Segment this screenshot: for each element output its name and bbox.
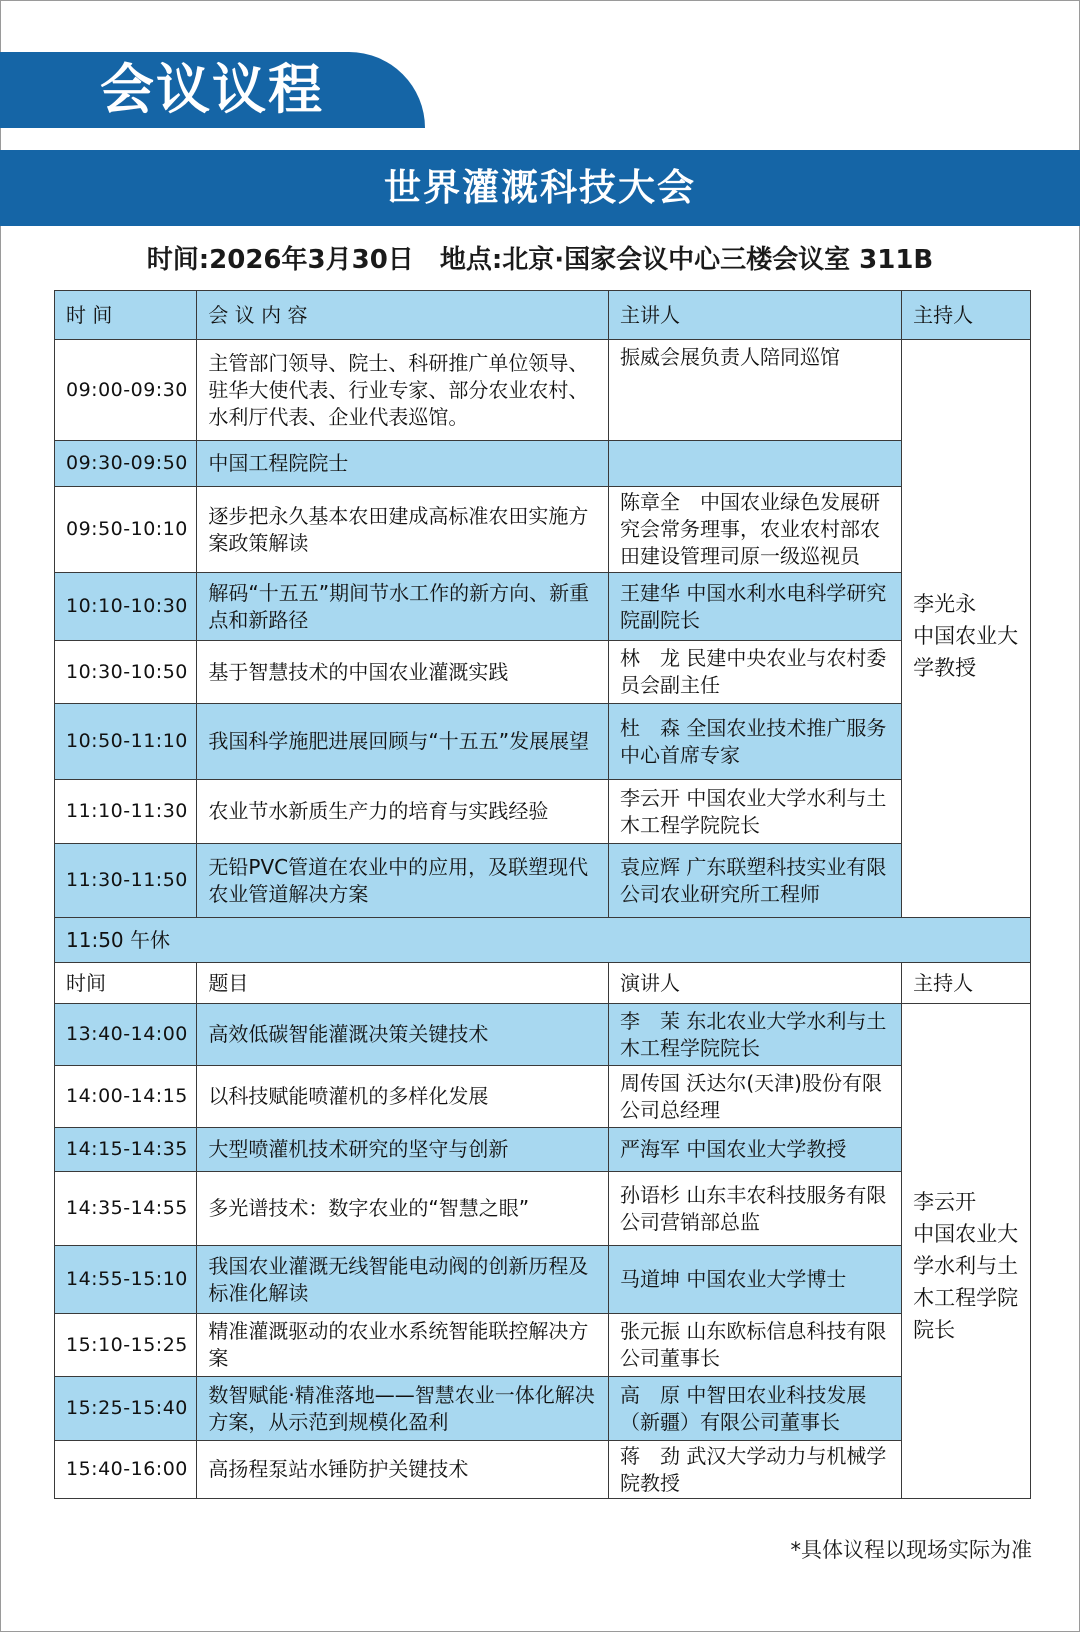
afternoon-host-name: 李云开 <box>913 1190 977 1214</box>
session-topic: 农业节水新质生产力的培育与实践经验 <box>197 780 609 844</box>
morning-host-cell <box>902 340 1031 918</box>
session-speaker: 高 原 中智田农业科技发展（新疆）有限公司董事长 <box>608 1377 901 1441</box>
session-time: 15:40-16:00 <box>55 1441 197 1499</box>
morning-host-name: 李光永 <box>913 591 977 616</box>
session-speaker: 蒋 劲 武汉大学动力与机械学院教授 <box>608 1441 901 1499</box>
session-speaker: 袁应辉 广东联塑科技实业有限公司农业研究所工程师 <box>608 844 901 918</box>
table-row <box>55 1246 1031 1314</box>
session-speaker: 杜 森 全国农业技术推广服务中心首席专家 <box>608 704 901 780</box>
agenda-table <box>54 290 1031 1499</box>
session-time: 13:40-14:00 <box>55 1004 197 1066</box>
session-speaker: 周传国 沃达尔(天津)股份有限公司总经理 <box>608 1066 901 1128</box>
lunch-break-row <box>55 918 1031 963</box>
afternoon-host-cell <box>902 1004 1031 1499</box>
agenda-header-tab <box>0 52 425 128</box>
table-row <box>55 1314 1031 1377</box>
session-speaker: 张元振 山东欧标信息科技有限公司董事长 <box>608 1314 901 1377</box>
session-time: 10:30-10:50 <box>55 641 197 704</box>
session-topic: 大型喷灌机技术研究的坚守与创新 <box>197 1128 609 1172</box>
session-topic: 主管部门领导、院士、科研推广单位领导、驻华大使代表、行业专家、部分农业农村、水利厅代表、企业代表巡馆。 <box>197 340 609 441</box>
table-row <box>55 1377 1031 1441</box>
session-speaker: 振威会展负责人陪同巡馆 <box>608 340 901 441</box>
session-topic: 多光谱技术：数字农业的“智慧之眼” <box>197 1172 609 1246</box>
table-row <box>55 573 1031 641</box>
col-header-topic: 会 议 内 容 <box>197 291 609 340</box>
session-time: 09:00-09:30 <box>55 340 197 441</box>
event-location: 地点:北京·国家会议中心三楼会议室 311B <box>439 245 934 275</box>
session-time: 10:10-10:30 <box>55 573 197 641</box>
session-time: 15:25-15:40 <box>55 1377 197 1441</box>
table-row <box>55 844 1031 918</box>
col-header-host: 主持人 <box>902 291 1031 340</box>
conference-banner <box>0 150 1080 226</box>
session-time: 11:10-11:30 <box>55 780 197 844</box>
col-header-topic: 题目 <box>197 963 609 1004</box>
col-header-time: 时 间 <box>55 291 197 340</box>
table-row <box>55 1128 1031 1172</box>
session-speaker: 林 龙 民建中央农业与农村委员会副主任 <box>608 641 901 704</box>
morning-host-title-line2: 学教授 <box>913 655 977 680</box>
session-time: 14:15-14:35 <box>55 1128 197 1172</box>
table-row <box>55 340 1031 441</box>
afternoon-host-title-line2: 学水利与土 <box>913 1254 1019 1278</box>
session-time: 14:00-14:15 <box>55 1066 197 1128</box>
lunch-break-text: 11:50 午休 <box>55 918 1031 963</box>
session-topic: 高效低碳智能灌溉决策关键技术 <box>197 1004 609 1066</box>
col-header-speaker: 主讲人 <box>608 291 901 340</box>
afternoon-header-row <box>55 963 1031 1004</box>
session-topic: 中国工程院院士 <box>197 441 609 487</box>
session-time: 14:55-15:10 <box>55 1246 197 1314</box>
session-time: 09:30-09:50 <box>55 441 197 487</box>
session-time: 10:50-11:10 <box>55 704 197 780</box>
session-topic: 解码“十五五”期间节水工作的新方向、新重点和新路径 <box>197 573 609 641</box>
session-speaker: 李 茉 东北农业大学水利与土木工程学院院长 <box>608 1004 901 1066</box>
time-location-line <box>0 238 1080 282</box>
agenda-title: 会议议程 <box>100 58 324 121</box>
session-topic: 以科技赋能喷灌机的多样化发展 <box>197 1066 609 1128</box>
table-row <box>55 1066 1031 1128</box>
session-speaker: 严海军 中国农业大学教授 <box>608 1128 901 1172</box>
table-row <box>55 441 1031 487</box>
session-speaker: 陈章全 中国农业绿色发展研究会常务理事，农业农村部农田建设管理司原一级巡视员 <box>608 487 901 573</box>
col-header-time: 时间 <box>55 963 197 1004</box>
session-topic: 精准灌溉驱动的农业水系统智能联控解决方案 <box>197 1314 609 1377</box>
session-topic: 我国农业灌溉无线智能电动阀的创新历程及标准化解读 <box>197 1246 609 1314</box>
session-topic: 高扬程泵站水锤防护关键技术 <box>197 1441 609 1499</box>
morning-header-row <box>55 291 1031 340</box>
afternoon-host-title-line4: 院长 <box>913 1318 956 1342</box>
session-time: 11:30-11:50 <box>55 844 197 918</box>
session-speaker: 马道坤 中国农业大学博士 <box>608 1246 901 1314</box>
session-speaker: 王建华 中国水利水电科学研究院副院长 <box>608 573 901 641</box>
conference-title: 世界灌溉科技大会 <box>384 166 696 209</box>
session-time: 14:35-14:55 <box>55 1172 197 1246</box>
table-row <box>55 704 1031 780</box>
afternoon-host-title-line1: 中国农业大 <box>913 1222 1019 1246</box>
session-time: 15:10-15:25 <box>55 1314 197 1377</box>
table-row <box>55 1441 1031 1499</box>
table-row <box>55 1172 1031 1246</box>
session-topic: 无铅PVC管道在农业中的应用，及联塑现代农业管道解决方案 <box>197 844 609 918</box>
table-row <box>55 1004 1031 1066</box>
session-time: 09:50-10:10 <box>55 487 197 573</box>
session-speaker: 孙语杉 山东丰农科技服务有限公司营销部总监 <box>608 1172 901 1246</box>
table-row <box>55 641 1031 704</box>
col-header-host: 主持人 <box>902 963 1031 1004</box>
footnote: *具体议程以现场实际为准 <box>790 1538 1032 1562</box>
table-row <box>55 780 1031 844</box>
col-header-speaker: 演讲人 <box>608 963 901 1004</box>
session-topic: 逐步把永久基本农田建成高标准农田实施方案政策解读 <box>197 487 609 573</box>
session-speaker <box>608 441 901 487</box>
event-date: 时间:2026年3月30日 <box>146 245 414 275</box>
morning-host-title-line1: 中国农业大 <box>913 623 1019 648</box>
session-topic: 数智赋能·精准落地——智慧农业一体化解决方案，从示范到规模化盈利 <box>197 1377 609 1441</box>
table-row <box>55 487 1031 573</box>
session-speaker: 李云开 中国农业大学水利与土木工程学院院长 <box>608 780 901 844</box>
afternoon-host-title-line3: 木工程学院 <box>913 1286 1019 1310</box>
session-topic: 我国科学施肥进展回顾与“十五五”发展展望 <box>197 704 609 780</box>
session-topic: 基于智慧技术的中国农业灌溉实践 <box>197 641 609 704</box>
